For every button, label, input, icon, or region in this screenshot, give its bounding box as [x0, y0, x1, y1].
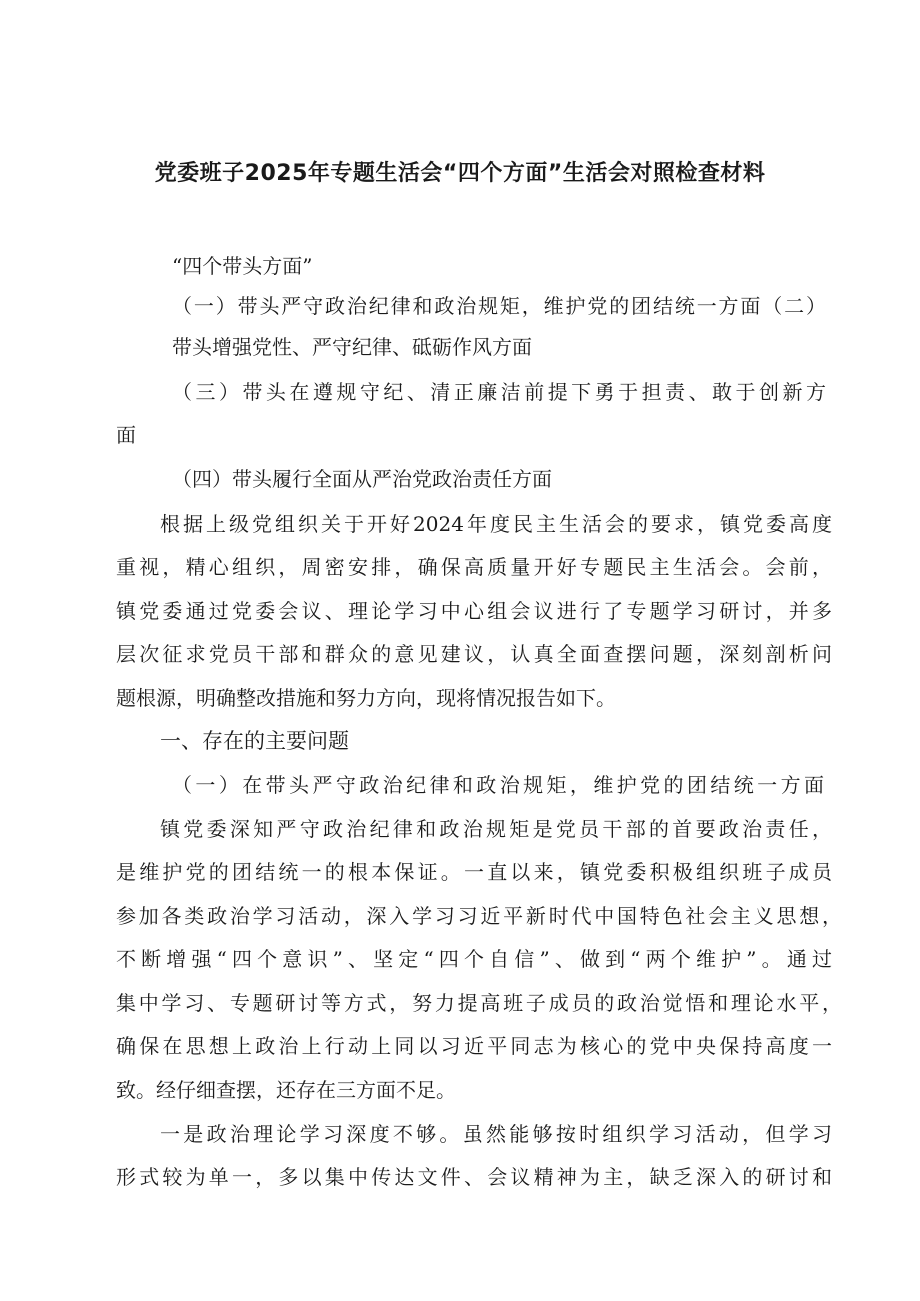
paragraph-line: 题根源，明确整改措施和努力方向，现将情况报告如下。: [116, 686, 616, 710]
paragraph-line: 确保在思想上政治上行动上同以习近平同志为核心的党中央保持高度一: [116, 1034, 832, 1058]
intro-item-line: 带头增强党性、严守纪律、砥砺作风方面: [172, 335, 532, 359]
paragraph-line: 是维护党的团结统一的根本保证。一直以来，镇党委积极组织班子成员: [116, 860, 832, 884]
paragraph-line: 不断增强“四个意识”、坚定“四个自信”、做到“两个维护”。通过: [116, 947, 832, 971]
intro-item-line: （一）带头严守政治纪律和政治规矩，维护党的团结统一方面（二）: [172, 294, 826, 318]
paragraph-line: 参加各类政治学习活动，深入学习习近平新时代中国特色社会主义思想，: [116, 904, 842, 928]
intro-label: “四个带头方面”: [172, 254, 313, 278]
paragraph-line: 致。经仔细查摆，还存在三方面不足。: [116, 1078, 456, 1102]
paragraph-line: 集中学习、专题研讨等方式，努力提高班子成员的政治觉悟和理论水平，: [116, 991, 842, 1015]
document-title: 党委班子2025年专题生活会“四个方面”生活会对照检查材料: [154, 161, 766, 186]
section-heading: 一、存在的主要问题: [160, 729, 349, 753]
paragraph-line: 重视，精心组织，周密安排，确保高质量开好专题民主生活会。会前，: [116, 555, 832, 579]
paragraph-line: 一是政治理论学习深度不够。虽然能够按时组织学习活动，但学习: [160, 1122, 832, 1146]
paragraph-line: 形式较为单一，多以集中传达文件、会议精神为主，缺乏深入的研讨和: [116, 1165, 832, 1189]
intro-item-line: （三）带头在遵规守纪、清正廉洁前提下勇于担责、敢于创新方: [172, 380, 826, 404]
paragraph-line: 根据上级党组织关于开好2024年度民主生活会的要求，镇党委高度: [160, 512, 832, 536]
paragraph-line: 镇党委通过党委会议、理论学习中心组会议进行了专题学习研讨，并多: [116, 599, 832, 623]
paragraph-line: 层次征求党员干部和群众的意见建议，认真全面查摆问题，深刻剖析问: [116, 642, 832, 666]
intro-item-line: 面: [116, 423, 136, 447]
subsection-heading: （一）在带头严守政治纪律和政治规矩，维护党的团结统一方面: [172, 773, 824, 797]
paragraph-line: 镇党委深知严守政治纪律和政治规矩是党员干部的首要政治责任，: [160, 817, 832, 841]
intro-item-line: （四）带头履行全面从严治党政治责任方面: [172, 467, 552, 491]
